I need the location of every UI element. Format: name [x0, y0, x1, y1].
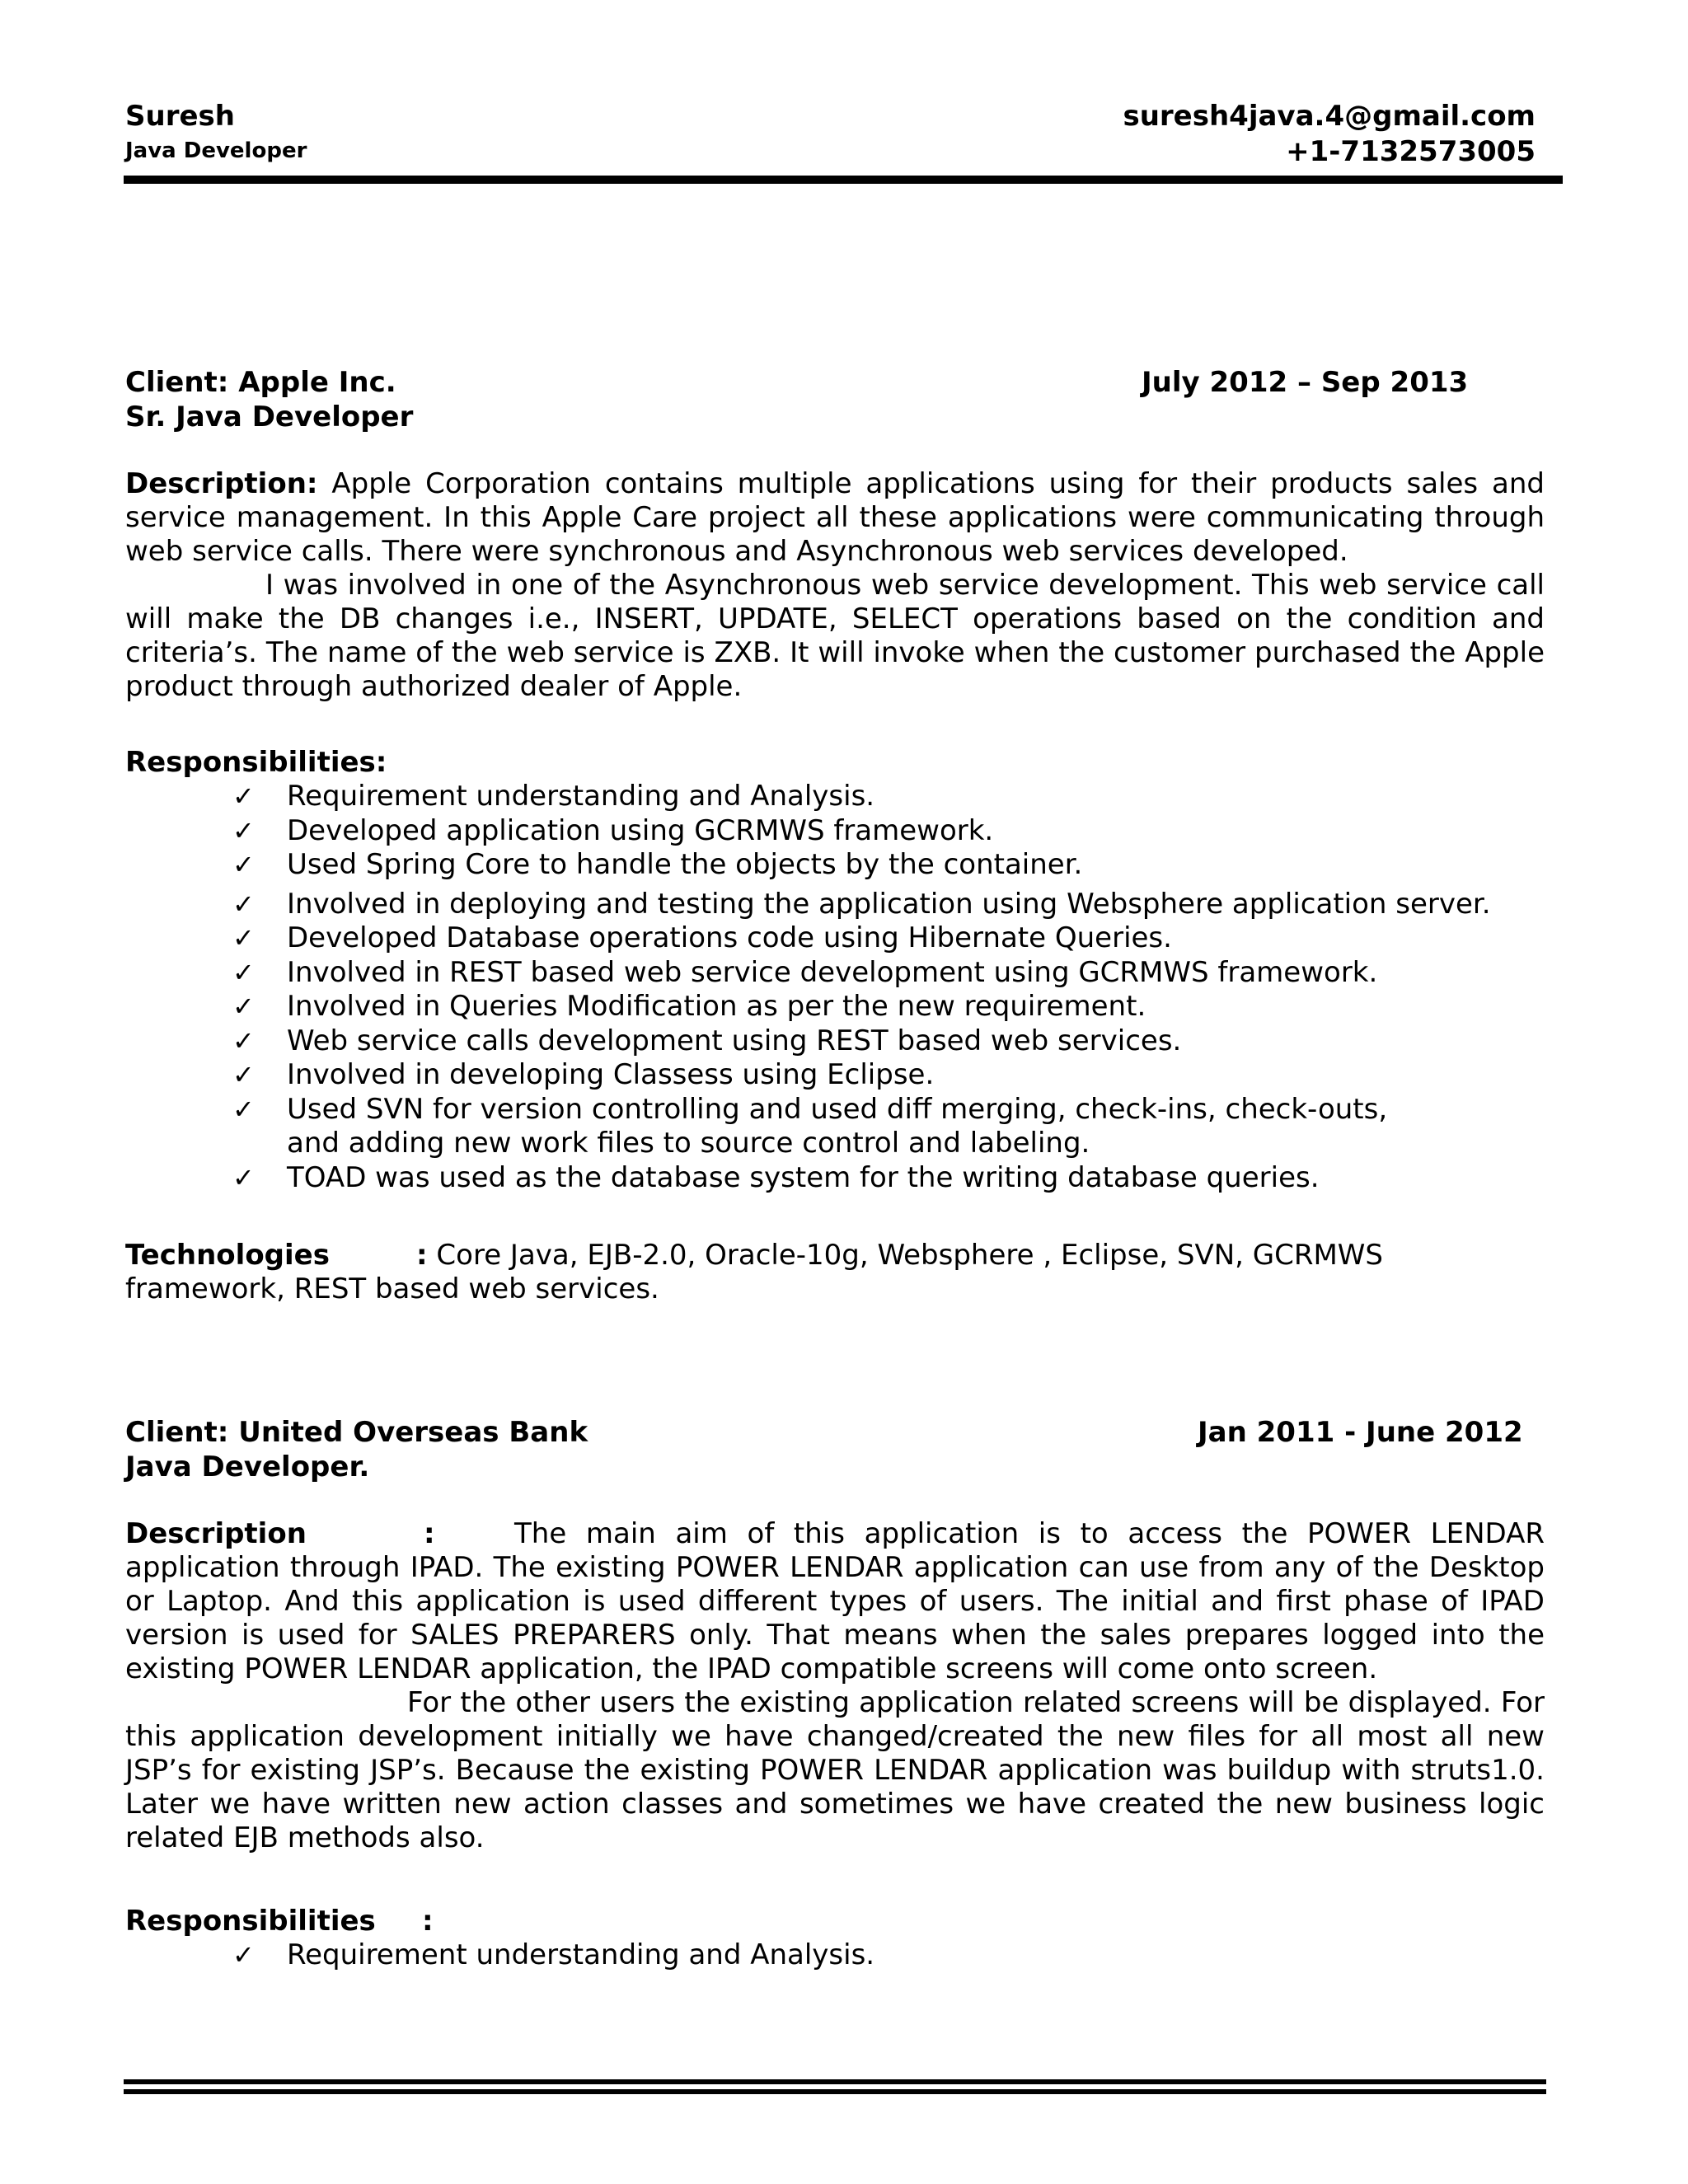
project2-responsibilities-list	[232, 1938, 1568, 1973]
project1-technologies-list: Core Java, EJB-2.0, Oracle-10g, Websphere , Eclipse, SVN, GCRMWS framework, REST based web services.	[125, 1239, 1384, 1305]
check-icon: ✓	[232, 814, 255, 846]
list-item: ✓ Requirement understanding and Analysis.	[232, 1938, 875, 1971]
project2-client: Client: United Overseas Bank	[125, 1416, 588, 1449]
candidate-email: suresh4java.4@gmail.com	[1123, 100, 1536, 133]
candidate-phone: +1-7132573005	[1286, 135, 1536, 168]
project1-description-p2: I was involved in one of the Asynchronous web service development. This web service call will make the DB changes i.e., INSERT, UPDATE, SELECT operations based on the condition and criteria’s. The name of the web service is ZXB. It will invoke when the customer purchased the Apple product through authorized dealer of Apple.	[125, 569, 1545, 703]
list-item: ✓ Involved in developing Classess using Eclipse.	[232, 1058, 935, 1091]
check-icon: ✓	[232, 1059, 255, 1090]
project1-client: Client: Apple Inc.	[125, 366, 396, 399]
project2-responsibilities-sep: :	[422, 1905, 434, 1938]
project2-description-p1: The main aim of this application is to access the POWER LENDAR application through IPAD. The existing POWER LENDAR application can use from any of the Desktop or Laptop. And this application is used different types of users. The initial and first phase of IPAD version is used for SALES PREPARERS only. That means when the sales prepares logged into the existing POWER LENDAR application, the IPAD compatible screens will come onto screen.	[125, 1517, 1545, 1685]
project2-dates: Jan 2011 - June 2012	[1198, 1416, 1523, 1449]
project1-role: Sr. Java Developer	[125, 401, 414, 434]
list-item: ✓ Involved in Queries Modification as per the new requirement.	[232, 990, 1146, 1023]
check-icon: ✓	[232, 849, 255, 880]
list-item: ✓ Used SVN for version controlling and used diff merging, check-ins, check-outs, and adding new work files to source control and labeling.	[232, 1092, 1388, 1160]
candidate-title: Java Developer	[125, 138, 307, 163]
project2-role: Java Developer.	[125, 1451, 370, 1483]
project2-description	[125, 1517, 1545, 1686]
project2-responsibilities-label: Responsibilities	[125, 1905, 376, 1938]
project1-description-para2	[125, 569, 1545, 704]
check-icon: ✓	[232, 956, 255, 988]
header-divider	[124, 176, 1563, 184]
project2-responsibilities-heading	[125, 1904, 434, 1938]
check-icon: ✓	[232, 1161, 255, 1193]
list-item: ✓ Used Spring Core to handle the objects by the container.	[232, 848, 1083, 881]
project1-technologies-label: Technologies	[125, 1239, 330, 1272]
footer-divider-2	[124, 2089, 1546, 2094]
list-item: ✓ Involved in deploying and testing the application using Websphere application server.	[232, 887, 1491, 921]
project1-description-label: Description:	[125, 467, 318, 500]
list-item: ✓ Web service calls development using REST based web services.	[232, 1024, 1182, 1057]
footer-divider-1	[124, 2079, 1546, 2084]
project1-description	[125, 467, 1545, 569]
check-icon: ✓	[232, 922, 255, 954]
project1-technologies-sep: :	[416, 1239, 428, 1272]
project2-description-p2: For the other users the existing application related screens will be displayed. For this application development initially we have changed/created the new files for all most all new JSP’s for existing JSP’s. Because the existing POWER LENDAR application was buildup with struts1.0. Later we have written new action classes and sometimes we have created the new business logic related EJB methods also.	[125, 1686, 1545, 1854]
project2-description-sep: :	[424, 1517, 435, 1550]
list-item: ✓ Developed application using GCRMWS framework.	[232, 813, 994, 847]
check-icon: ✓	[232, 780, 255, 812]
project2-description-label: Description	[125, 1517, 307, 1550]
list-item: ✓ Requirement understanding and Analysis.	[232, 780, 875, 813]
list-item: ✓ TOAD was used as the database system for the writing database queries.	[232, 1160, 1320, 1194]
project1-dates: July 2012 – Sep 2013	[1142, 366, 1469, 399]
candidate-name: Suresh	[125, 100, 235, 133]
project1-responsibilities-label: Responsibilities:	[125, 746, 387, 779]
check-icon: ✓	[232, 1939, 255, 1971]
list-item: ✓ Developed Database operations code using Hibernate Queries.	[232, 921, 1172, 954]
check-icon: ✓	[232, 888, 255, 920]
check-icon: ✓	[232, 1093, 255, 1125]
check-icon: ✓	[232, 991, 255, 1022]
project1-responsibilities-list	[232, 780, 1568, 1195]
check-icon: ✓	[232, 1024, 255, 1057]
list-item: ✓ Involved in REST based web service development using GCRMWS framework.	[232, 955, 1378, 989]
project2-description-para2	[125, 1686, 1545, 1855]
project1-technologies	[125, 1239, 1411, 1306]
project1-description-p1: Apple Corporation contains multiple applications using for their products sales and service management. In this Apple Care project all these applications were communicating through web service calls. There were synchronous and Asynchronous web services developed.	[125, 467, 1545, 568]
